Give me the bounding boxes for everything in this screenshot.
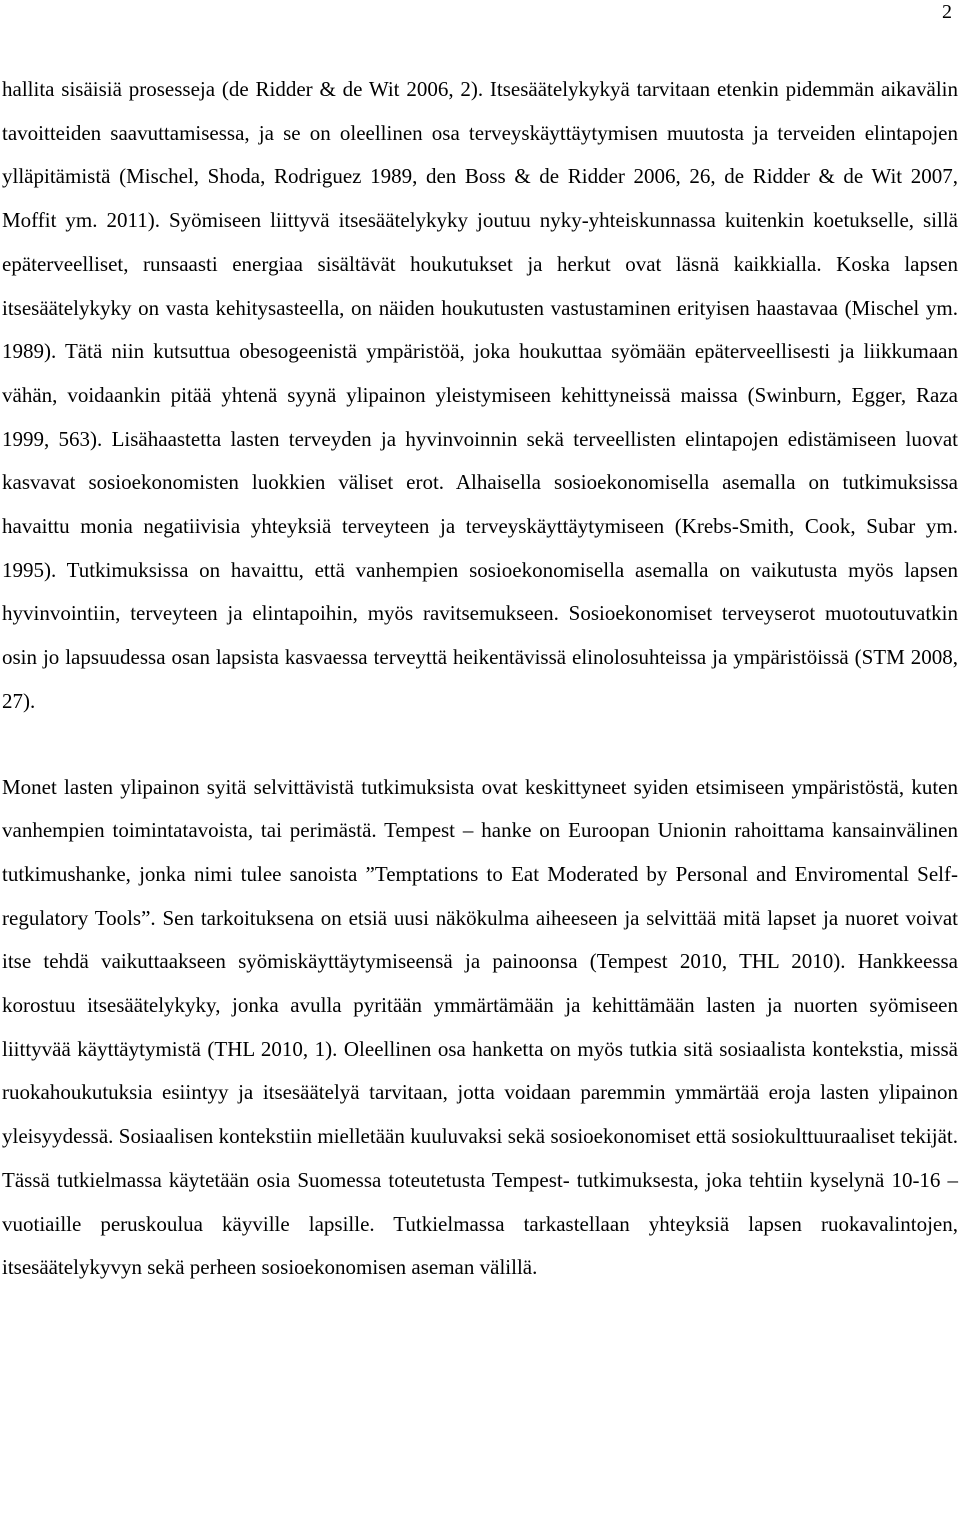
page-number: 2 — [942, 1, 952, 23]
paragraph-self-regulation: hallita sisäisiä prosesseja (de Ridder & de Wit 2006, 2). Itsesäätelykykyä tarvitaan etenkin pidemmän aikavälin tavoitteiden saavuttamisessa, ja se on oleellinen osa terveyskäyttäytymisen muutosta ja terveiden elintapojen ylläpitämistä (Mischel, Shoda, Rodriguez 1989, den Boss & de Ridder 2006, 26, de Ridder & de Wit 2007, Moffit ym. 2011). Syömiseen liittyvä itsesäätelykyky joutuu nyky-yhteiskunnassa kuitenkin koetukselle, sillä epäterveelliset, runsaasti energiaa sisältävät houkutukset ja herkut ovat läsnä kaikkialla. Koska lapsen itsesäätelykyky on vasta kehitysasteella, on näiden houkutusten vastustaminen erityisen haastavaa (Mischel ym. 1989). Tätä niin kutsuttua obesogeenistä ympäristöä, joka houkuttaa syömään epäterveellisesti ja liikkumaan vähän, voidaankin pitää yhtenä syynä ylipainon yleistymiseen kehittyneissä maissa (Swinburn, Egger, Raza 1999, 563). Lisähaastetta lasten terveyden ja hyvinvoinnin sekä terveellisten elintapojen edistämiseen luovat kasvavat sosioekonomisten luokkien väliset erot. Alhaisella sosioekonomisella asemalla on tutkimuksissa havaittu monia negatiivisia yhteyksiä terveyteen ja terveyskäyttäytymiseen (Krebs-Smith, Cook, Subar ym. 1995). Tutkimuksissa on havaittu, että vanhempien sosioekonomisella asemalla on vaikutusta myös lapsen hyvinvointiin, terveyteen ja elintapoihin, myös ravitsemukseen. Sosioekonomiset terveyserot muotoutuvatkin osin jo lapsuudessa osan lapsista kasvaessa terveyttä heikentävissä elinolosuhteissa ja ympäristöissä (STM 2008, 27). — [2, 77, 958, 713]
document-body — [2, 68, 958, 1290]
paragraph-tempest-project: Monet lasten ylipainon syitä selvittävistä tutkimuksista ovat keskittyneet syiden etsimiseen ympäristöstä, kuten vanhempien toimintatavoista, tai perimästä. Tempest – hanke on Euroopan Unionin rahoittama kansainvälinen tutkimushanke, jonka nimi tulee sanoista ”Temptations to Eat Moderated by Personal and Enviromental Self-regulatory Tools”. Sen tarkoituksena on etsiä uusi näkökulma aiheeseen ja selvittää mitä lapset ja nuoret voivat itse tehdä vaikuttaakseen syömiskäyttäytymiseensä ja painoonsa (Tempest 2010, THL 2010). Hankkeessa korostuu itsesäätelykyky, jonka avulla pyritään ymmärtämään ja kehittämään lasten ja nuorten syömiseen liittyvää käyttäytymistä (THL 2010, 1). Oleellinen osa hanketta on myös tutkia sitä sosiaalista kontekstia, missä ruokahoukutuksia esiintyy ja itsesäätelyä tarvitaan, jotta voidaan paremmin ymmärtää eroja lasten ylipainon yleisyydessä. Sosiaalisen kontekstiin mielletään kuuluvaksi sekä sosioekonomiset että sosiokulttuuraaliset tekijät. Tässä tutkielmassa käytetään osia Suomessa toteutetusta Tempest- tutkimuksesta, joka tehtiin kyselynä 10-16 –vuotiaille peruskoulua käyville lapsille. Tutkielmassa tarkastellaan yhteyksiä lapsen ruokavalintojen, itsesäätelykyvyn sekä perheen sosioekonomisen aseman välillä. — [2, 774, 958, 1280]
